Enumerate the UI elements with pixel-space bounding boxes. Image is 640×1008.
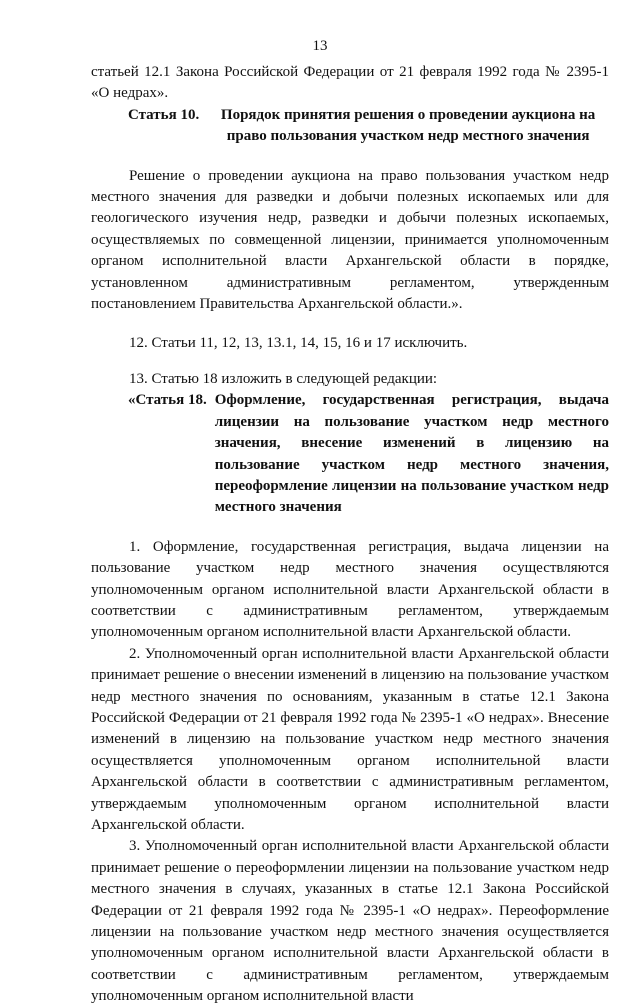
article-18-title: Оформление, государственная регистрация, выдача лицензии на пользование участком недр местного значения, внесение изменений в лицензию на пользование участком недр местного значения, переоформление лицензии на пользование участком недр местного значения [214,392,609,516]
article-18-paragraph-1: 1. Оформление, государственная регистрация, выдача лицензии на пользование участком недр местного значения осуществляются уполномоченным органом исполнительной власти Архангельской области в соответствии с административным регламентом, утверждаемым уполномоченным органом исполнительной власти Архангельской области. [91,538,609,641]
article-18-number: «Статья 18. [128,392,207,409]
item-12-paragraph: 12. Статьи 11, 12, 13, 13.1, 14, 15, 16 и 17 исключить. [129,335,468,352]
intro-continuation-paragraph: статьей 12.1 Закона Российской Федерации от 21 февраля 1992 года № 2395-1 «О недрах». [91,64,609,102]
document-body [91,62,609,1008]
article-10-number: Статья 10. [128,106,200,123]
article-10-title: Порядок принятия решения о проведении аукциона на право пользования участком недр местного значения [220,106,596,145]
article-10-heading [128,105,609,148]
page-number: 13 [312,38,328,54]
article-18-heading [128,390,609,518]
article-18-paragraph-3: 3. Уполномоченный орган исполнительной власти Архангельской области принимает решение о переоформлении лицензии на пользование участком недр местного значения в случаях, указанных в статье 12.1 Закона Российской Федерации от 21 февраля 1992 года № 2395-1 «О недрах». Переоформление лицензии на пользование участком недр местного значения осуществляется уполномоченным органом исполнительной власти Архангельской области в соответствии с административным регламентом, утверждаемым уполномоченным органом исполнительной власти [91,838,609,1005]
article-10-paragraph: Решение о проведении аукциона на право пользования участком недр местного значения для разведки и добычи полезных ископаемых или для геологического изучения недр, разведки и добычи полезных ископаемых, осуществляемых по совмещенной лицензии, принимается уполномоченным органом исполнительной власти Архангельской области в порядке, установленном административным регламентом, утвержденным постановлением Правительства Архангельской области.». [91,167,609,313]
article-18-paragraph-2: 2. Уполномоченный орган исполнительной власти Архангельской области принимает решение о внесении изменений в лицензию на пользование участком недр местного значения по основаниям, указанным в статье 12.1 Закона Российской Федерации от 21 февраля 1992 года № 2395-1 «О недрах». Внесение изменений в лицензию на пользование участком недр местного значения осуществляется уполномоченным органом исполнительной власти Архангельской области в соответствии с административным регламентом, утверждаемым уполномоченным органом исполнительной власти Архангельской области. [91,645,609,833]
item-13-paragraph: 13. Статью 18 изложить в следующей редакции: [129,370,438,387]
